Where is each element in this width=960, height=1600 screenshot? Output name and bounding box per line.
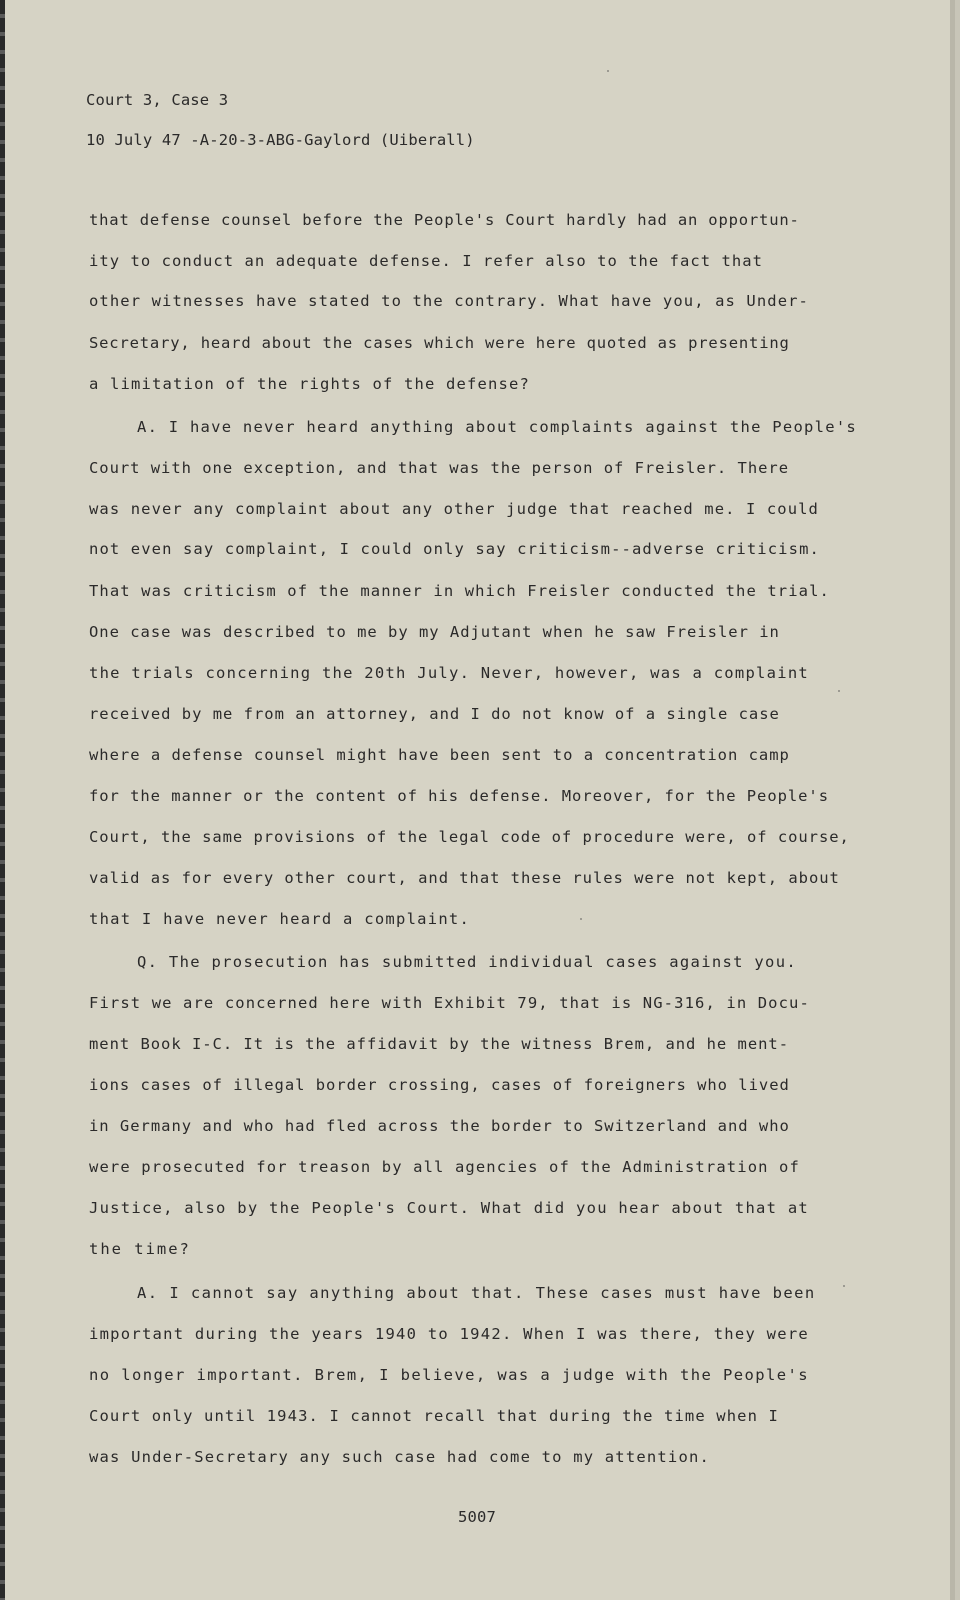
transcript-line: in Germany and who had fled across the border to Switzerland and who (89, 1117, 790, 1135)
transcript-line: That was criticism of the manner in which Freisler conducted the trial. (89, 582, 830, 600)
transcript-line: Court only until 1943. I cannot recall that during the time when I (89, 1407, 779, 1425)
transcript-line: received by me from an attorney, and I do not know of a single case (89, 705, 780, 723)
transcript-line: for the manner or the content of his defense. Moreover, for the People's (89, 787, 829, 805)
transcript-line: ity to conduct an adequate defense. I refer also to the fact that (89, 252, 763, 270)
page-right-edge (950, 0, 955, 1600)
session-reference-header: 10 July 47 -A-20-3-ABG-Gaylord (Uiberall) (86, 131, 475, 149)
transcript-line: Q. The prosecution has submitted individual cases against you. (137, 953, 797, 971)
paper-speck (580, 918, 582, 920)
transcript-line: Secretary, heard about the cases which were here quoted as presenting (89, 334, 790, 352)
transcript-line: the trials concerning the 20th July. Never, however, was a complaint (89, 664, 809, 682)
transcript-line: that I have never heard a complaint. (89, 910, 471, 928)
transcript-line: ions cases of illegal border crossing, cases of foreigners who lived (89, 1076, 790, 1094)
transcript-line: Court with one exception, and that was the person of Freisler. There (89, 459, 789, 477)
transcript-line: a limitation of the rights of the defense? (89, 375, 531, 393)
transcript-line: A. I cannot say anything about that. These cases must have been (137, 1284, 816, 1302)
transcript-line: One case was described to me by my Adjutant when he saw Freisler in (89, 623, 780, 641)
transcript-line: Court, the same provisions of the legal code of procedure were, of course, (89, 828, 850, 846)
transcript-line: valid as for every other court, and that these rules were not kept, about (89, 869, 840, 887)
page-left-edge (0, 0, 5, 1600)
transcript-line: that defense counsel before the People's Court hardly had an opportun- (89, 211, 800, 229)
transcript-line: Justice, also by the People's Court. What did you hear about that at (89, 1199, 809, 1217)
transcript-line: First we are concerned here with Exhibit 79, that is NG-316, in Docu- (89, 994, 810, 1012)
transcript-line: were prosecuted for treason by all agencies of the Administration of (89, 1158, 800, 1176)
transcript-line: A. I have never heard anything about complaints against the People's (137, 418, 857, 436)
transcript-line: the time? (89, 1240, 191, 1258)
transcript-line: other witnesses have stated to the contrary. What have you, as Under- (89, 292, 809, 310)
page-number: 5007 (458, 1508, 496, 1526)
transcript-line: where a defense counsel might have been sent to a concentration camp (89, 746, 790, 764)
transcript-line: no longer important. Brem, I believe, was a judge with the People's (89, 1366, 809, 1384)
transcript-line: not even say complaint, I could only say criticism--adverse criticism. (89, 540, 820, 558)
transcript-line: was Under-Secretary any such case had come to my attention. (89, 1448, 711, 1466)
court-case-header: Court 3, Case 3 (86, 91, 229, 109)
paper-speck (607, 70, 609, 72)
paper-speck (838, 690, 840, 692)
transcript-line: ment Book I-C. It is the affidavit by the witness Brem, and he ment- (89, 1035, 789, 1053)
paper-speck (843, 1285, 845, 1287)
transcript-line: important during the years 1940 to 1942. When I was there, they were (89, 1325, 809, 1343)
transcript-line: was never any complaint about any other judge that reached me. I could (89, 500, 819, 518)
